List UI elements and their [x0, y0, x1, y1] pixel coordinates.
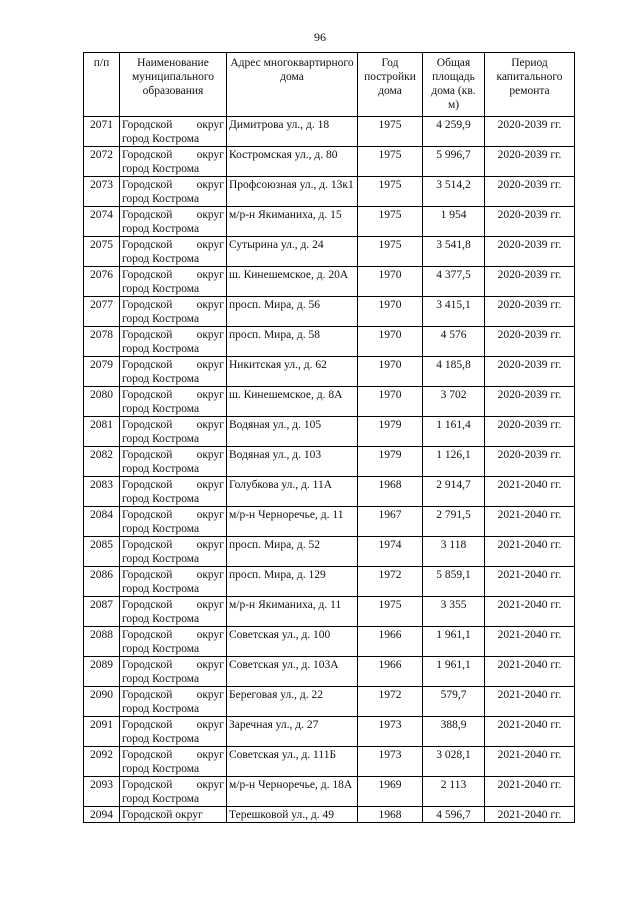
period-cell: 2020-2039 гг.: [485, 177, 575, 207]
row-number: 2077: [84, 297, 120, 327]
table-row: [84, 387, 575, 417]
row-number: 2076: [84, 267, 120, 297]
period-cell: 2021-2040 гг.: [485, 477, 575, 507]
address-cell: Советская ул., д. 111Б: [227, 747, 358, 777]
year-cell: 1968: [358, 477, 423, 507]
row-number: 2082: [84, 447, 120, 477]
year-cell: 1970: [358, 357, 423, 387]
period-cell: 2021-2040 гг.: [485, 717, 575, 747]
address-cell: Никитская ул., д. 62: [227, 357, 358, 387]
area-cell: 4 576: [423, 327, 485, 357]
row-number: 2086: [84, 567, 120, 597]
municipality-cell: Городской округ город Кострома: [120, 297, 227, 327]
table-row: [84, 447, 575, 477]
area-cell: 579,7: [423, 687, 485, 717]
municipality-cell: Городской округ город Кострома: [120, 687, 227, 717]
municipality-cell: Городской округ город Кострома: [120, 537, 227, 567]
page-number: 96: [314, 30, 326, 44]
year-cell: 1967: [358, 507, 423, 537]
table-row: [84, 147, 575, 177]
address-cell: ш. Кинешемское, д. 8А: [227, 387, 358, 417]
row-number: 2087: [84, 597, 120, 627]
period-cell: 2020-2039 гг.: [485, 357, 575, 387]
table-row: [84, 327, 575, 357]
municipality-cell: Городской округ: [120, 807, 227, 823]
table-row: [84, 417, 575, 447]
table-row: [84, 297, 575, 327]
municipality-cell: Городской округ город Кострома: [120, 117, 227, 147]
table-row: [84, 657, 575, 687]
address-cell: Водяная ул., д. 103: [227, 447, 358, 477]
period-cell: 2021-2040 гг.: [485, 807, 575, 823]
table-row: [84, 747, 575, 777]
year-cell: 1966: [358, 657, 423, 687]
table-row: [84, 177, 575, 207]
year-cell: 1969: [358, 777, 423, 807]
table-row: [84, 477, 575, 507]
row-number: 2092: [84, 747, 120, 777]
year-cell: 1970: [358, 327, 423, 357]
row-number: 2091: [84, 717, 120, 747]
municipality-cell: Городской округ город Кострома: [120, 357, 227, 387]
municipality-cell: Городской округ город Кострома: [120, 177, 227, 207]
address-cell: ш. Кинешемское, д. 20А: [227, 267, 358, 297]
address-cell: просп. Мира, д. 58: [227, 327, 358, 357]
municipality-cell: Городской округ город Кострома: [120, 597, 227, 627]
row-number: 2071: [84, 117, 120, 147]
period-cell: 2020-2039 гг.: [485, 417, 575, 447]
table-row: [84, 627, 575, 657]
area-cell: 2 113: [423, 777, 485, 807]
row-number: 2093: [84, 777, 120, 807]
year-cell: 1975: [358, 237, 423, 267]
period-cell: 2020-2039 гг.: [485, 147, 575, 177]
municipality-cell: Городской округ город Кострома: [120, 567, 227, 597]
address-cell: м/р-н Черноречье, д. 18А: [227, 777, 358, 807]
table-header-row: [84, 53, 575, 117]
year-cell: 1975: [358, 177, 423, 207]
period-cell: 2020-2039 гг.: [485, 447, 575, 477]
period-cell: 2021-2040 гг.: [485, 747, 575, 777]
row-number: 2089: [84, 657, 120, 687]
year-cell: 1975: [358, 147, 423, 177]
table-row: [84, 267, 575, 297]
period-cell: 2021-2040 гг.: [485, 627, 575, 657]
row-number: 2080: [84, 387, 120, 417]
row-number: 2078: [84, 327, 120, 357]
header-year: Год постройки дома: [358, 53, 423, 117]
area-cell: 3 355: [423, 597, 485, 627]
year-cell: 1979: [358, 447, 423, 477]
address-cell: просп. Мира, д. 129: [227, 567, 358, 597]
area-cell: 5 996,7: [423, 147, 485, 177]
year-cell: 1979: [358, 417, 423, 447]
municipality-cell: Городской округ город Кострома: [120, 147, 227, 177]
row-number: 2081: [84, 417, 120, 447]
area-cell: 388,9: [423, 717, 485, 747]
area-cell: 1 961,1: [423, 627, 485, 657]
address-cell: Костромская ул., д. 80: [227, 147, 358, 177]
address-cell: м/р-н Якиманиха, д. 15: [227, 207, 358, 237]
period-cell: 2020-2039 гг.: [485, 267, 575, 297]
area-cell: 2 791,5: [423, 507, 485, 537]
period-cell: 2021-2040 гг.: [485, 777, 575, 807]
table-row: [84, 597, 575, 627]
municipality-cell: Городской округ город Кострома: [120, 717, 227, 747]
period-cell: 2020-2039 гг.: [485, 297, 575, 327]
area-cell: 3 028,1: [423, 747, 485, 777]
table-row: [84, 717, 575, 747]
row-number: 2085: [84, 537, 120, 567]
row-number: 2079: [84, 357, 120, 387]
area-cell: 4 377,5: [423, 267, 485, 297]
area-cell: 4 185,8: [423, 357, 485, 387]
year-cell: 1970: [358, 387, 423, 417]
year-cell: 1975: [358, 207, 423, 237]
period-cell: 2020-2039 гг.: [485, 327, 575, 357]
address-cell: Димитрова ул., д. 18: [227, 117, 358, 147]
municipality-cell: Городской округ город Кострома: [120, 477, 227, 507]
header-area: Общая площадь дома (кв. м): [423, 53, 485, 117]
table-row: [84, 117, 575, 147]
year-cell: 1972: [358, 687, 423, 717]
row-number: 2094: [84, 807, 120, 823]
year-cell: 1974: [358, 537, 423, 567]
table-row: [84, 237, 575, 267]
period-cell: 2021-2040 гг.: [485, 687, 575, 717]
area-cell: 5 859,1: [423, 567, 485, 597]
area-cell: 1 961,1: [423, 657, 485, 687]
period-cell: 2020-2039 гг.: [485, 117, 575, 147]
area-cell: 3 541,8: [423, 237, 485, 267]
address-cell: Голубкова ул., д. 11А: [227, 477, 358, 507]
period-cell: 2021-2040 гг.: [485, 597, 575, 627]
header-address: Адрес многоквартирного дома: [227, 53, 358, 117]
municipality-cell: Городской округ город Кострома: [120, 207, 227, 237]
table-row: [84, 807, 575, 823]
header-num: п/п: [84, 53, 120, 117]
table-row: [84, 357, 575, 387]
row-number: 2075: [84, 237, 120, 267]
municipality-cell: Городской округ город Кострома: [120, 627, 227, 657]
area-cell: 3 702: [423, 387, 485, 417]
address-cell: м/р-н Черноречье, д. 11: [227, 507, 358, 537]
table-row: [84, 777, 575, 807]
period-cell: 2020-2039 гг.: [485, 207, 575, 237]
period-cell: 2021-2040 гг.: [485, 507, 575, 537]
area-cell: 3 514,2: [423, 177, 485, 207]
row-number: 2084: [84, 507, 120, 537]
address-cell: Заречная ул., д. 27: [227, 717, 358, 747]
address-cell: Береговая ул., д. 22: [227, 687, 358, 717]
address-cell: Сутырина ул., д. 24: [227, 237, 358, 267]
address-cell: Водяная ул., д. 105: [227, 417, 358, 447]
municipality-cell: Городской округ город Кострома: [120, 267, 227, 297]
municipality-cell: Городской округ город Кострома: [120, 747, 227, 777]
municipality-cell: Городской округ город Кострома: [120, 327, 227, 357]
address-cell: Терешковой ул., д. 49: [227, 807, 358, 823]
address-cell: просп. Мира, д. 52: [227, 537, 358, 567]
area-cell: 1 126,1: [423, 447, 485, 477]
header-period: Период капитального ремонта: [485, 53, 575, 117]
period-cell: 2020-2039 гг.: [485, 387, 575, 417]
year-cell: 1973: [358, 717, 423, 747]
housing-table: [83, 52, 575, 823]
year-cell: 1972: [358, 567, 423, 597]
year-cell: 1973: [358, 747, 423, 777]
period-cell: 2020-2039 гг.: [485, 237, 575, 267]
address-cell: Советская ул., д. 103А: [227, 657, 358, 687]
year-cell: 1968: [358, 807, 423, 823]
municipality-cell: Городской округ город Кострома: [120, 447, 227, 477]
area-cell: 1 161,4: [423, 417, 485, 447]
municipality-cell: Городской округ город Кострома: [120, 417, 227, 447]
municipality-cell: Городской округ город Кострома: [120, 777, 227, 807]
row-number: 2083: [84, 477, 120, 507]
period-cell: 2021-2040 гг.: [485, 537, 575, 567]
year-cell: 1975: [358, 597, 423, 627]
table-row: [84, 207, 575, 237]
row-number: 2090: [84, 687, 120, 717]
address-cell: Профсоюзная ул., д. 13к1: [227, 177, 358, 207]
period-cell: 2021-2040 гг.: [485, 567, 575, 597]
area-cell: 2 914,7: [423, 477, 485, 507]
address-cell: Советская ул., д. 100: [227, 627, 358, 657]
table-row: [84, 507, 575, 537]
municipality-cell: Городской округ город Кострома: [120, 387, 227, 417]
year-cell: 1975: [358, 117, 423, 147]
header-municipality: Наименование муниципального образования: [120, 53, 227, 117]
address-cell: м/р-н Якиманиха, д. 11: [227, 597, 358, 627]
year-cell: 1966: [358, 627, 423, 657]
year-cell: 1970: [358, 297, 423, 327]
table-row: [84, 537, 575, 567]
row-number: 2088: [84, 627, 120, 657]
table-row: [84, 687, 575, 717]
municipality-cell: Городской округ город Кострома: [120, 237, 227, 267]
municipality-cell: Городской округ город Кострома: [120, 507, 227, 537]
table-row: [84, 567, 575, 597]
area-cell: 4 596,7: [423, 807, 485, 823]
period-cell: 2021-2040 гг.: [485, 657, 575, 687]
row-number: 2072: [84, 147, 120, 177]
year-cell: 1970: [358, 267, 423, 297]
municipality-cell: Городской округ город Кострома: [120, 657, 227, 687]
area-cell: 1 954: [423, 207, 485, 237]
area-cell: 3 118: [423, 537, 485, 567]
area-cell: 3 415,1: [423, 297, 485, 327]
address-cell: просп. Мира, д. 56: [227, 297, 358, 327]
row-number: 2073: [84, 177, 120, 207]
row-number: 2074: [84, 207, 120, 237]
area-cell: 4 259,9: [423, 117, 485, 147]
